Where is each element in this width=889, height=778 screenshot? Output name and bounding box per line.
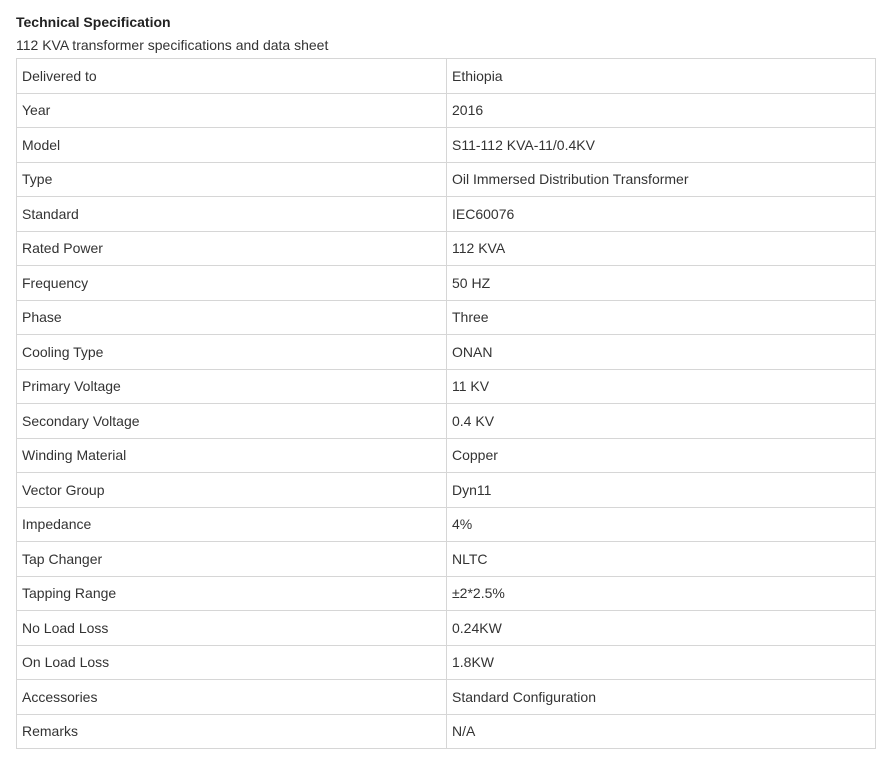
spec-value-cell: ±2*2.5%: [447, 576, 876, 611]
spec-value-cell: N/A: [447, 714, 876, 749]
spec-value-cell: Oil Immersed Distribution Transformer: [447, 162, 876, 197]
spec-value-cell: 11 KV: [447, 369, 876, 404]
table-row: [17, 645, 876, 680]
spec-label-cell: Impedance: [17, 507, 447, 542]
page-subtitle: 112 KVA transformer specifications and data sheet: [16, 37, 329, 53]
spec-value-cell: IEC60076: [447, 197, 876, 232]
table-row: [17, 714, 876, 749]
page-title: Technical Specification: [16, 14, 171, 30]
spec-label-cell: On Load Loss: [17, 645, 447, 680]
table-row: [17, 404, 876, 439]
table-row: [17, 59, 876, 94]
spec-value-cell: Ethiopia: [447, 59, 876, 94]
table-row: [17, 576, 876, 611]
spec-label-cell: Rated Power: [17, 231, 447, 266]
spec-value-cell: 2016: [447, 93, 876, 128]
spec-label-cell: Phase: [17, 300, 447, 335]
spec-section: [16, 12, 874, 749]
table-row: [17, 335, 876, 370]
table-row: [17, 162, 876, 197]
table-row: [17, 680, 876, 715]
spec-table-body: [17, 59, 876, 749]
table-row: [17, 300, 876, 335]
spec-value-cell: Standard Configuration: [447, 680, 876, 715]
spec-label-cell: Winding Material: [17, 438, 447, 473]
spec-value-cell: ONAN: [447, 335, 876, 370]
spec-label-cell: Tapping Range: [17, 576, 447, 611]
spec-label-cell: Type: [17, 162, 447, 197]
spec-label-cell: Accessories: [17, 680, 447, 715]
table-row: [17, 231, 876, 266]
table-row: [17, 611, 876, 646]
spec-label-cell: Delivered to: [17, 59, 447, 94]
spec-table: [16, 58, 876, 749]
table-row: [17, 197, 876, 232]
spec-label-cell: Remarks: [17, 714, 447, 749]
table-row: [17, 93, 876, 128]
spec-value-cell: Three: [447, 300, 876, 335]
spec-label-cell: Frequency: [17, 266, 447, 301]
spec-label-cell: Cooling Type: [17, 335, 447, 370]
spec-label-cell: Vector Group: [17, 473, 447, 508]
spec-value-cell: NLTC: [447, 542, 876, 577]
spec-value-cell: 50 HZ: [447, 266, 876, 301]
table-row: [17, 473, 876, 508]
spec-label-cell: Secondary Voltage: [17, 404, 447, 439]
table-row: [17, 128, 876, 163]
spec-label-cell: Model: [17, 128, 447, 163]
spec-label-cell: Year: [17, 93, 447, 128]
spec-label-cell: Tap Changer: [17, 542, 447, 577]
table-row: [17, 507, 876, 542]
spec-label-cell: Primary Voltage: [17, 369, 447, 404]
spec-value-cell: 1.8KW: [447, 645, 876, 680]
table-row: [17, 266, 876, 301]
spec-value-cell: 4%: [447, 507, 876, 542]
spec-value-cell: 112 KVA: [447, 231, 876, 266]
spec-value-cell: 0.24KW: [447, 611, 876, 646]
spec-value-cell: Dyn11: [447, 473, 876, 508]
table-row: [17, 369, 876, 404]
spec-value-cell: 0.4 KV: [447, 404, 876, 439]
spec-label-cell: No Load Loss: [17, 611, 447, 646]
table-row: [17, 542, 876, 577]
spec-value-cell: Copper: [447, 438, 876, 473]
spec-label-cell: Standard: [17, 197, 447, 232]
table-row: [17, 438, 876, 473]
spec-value-cell: S11-112 KVA-11/0.4KV: [447, 128, 876, 163]
